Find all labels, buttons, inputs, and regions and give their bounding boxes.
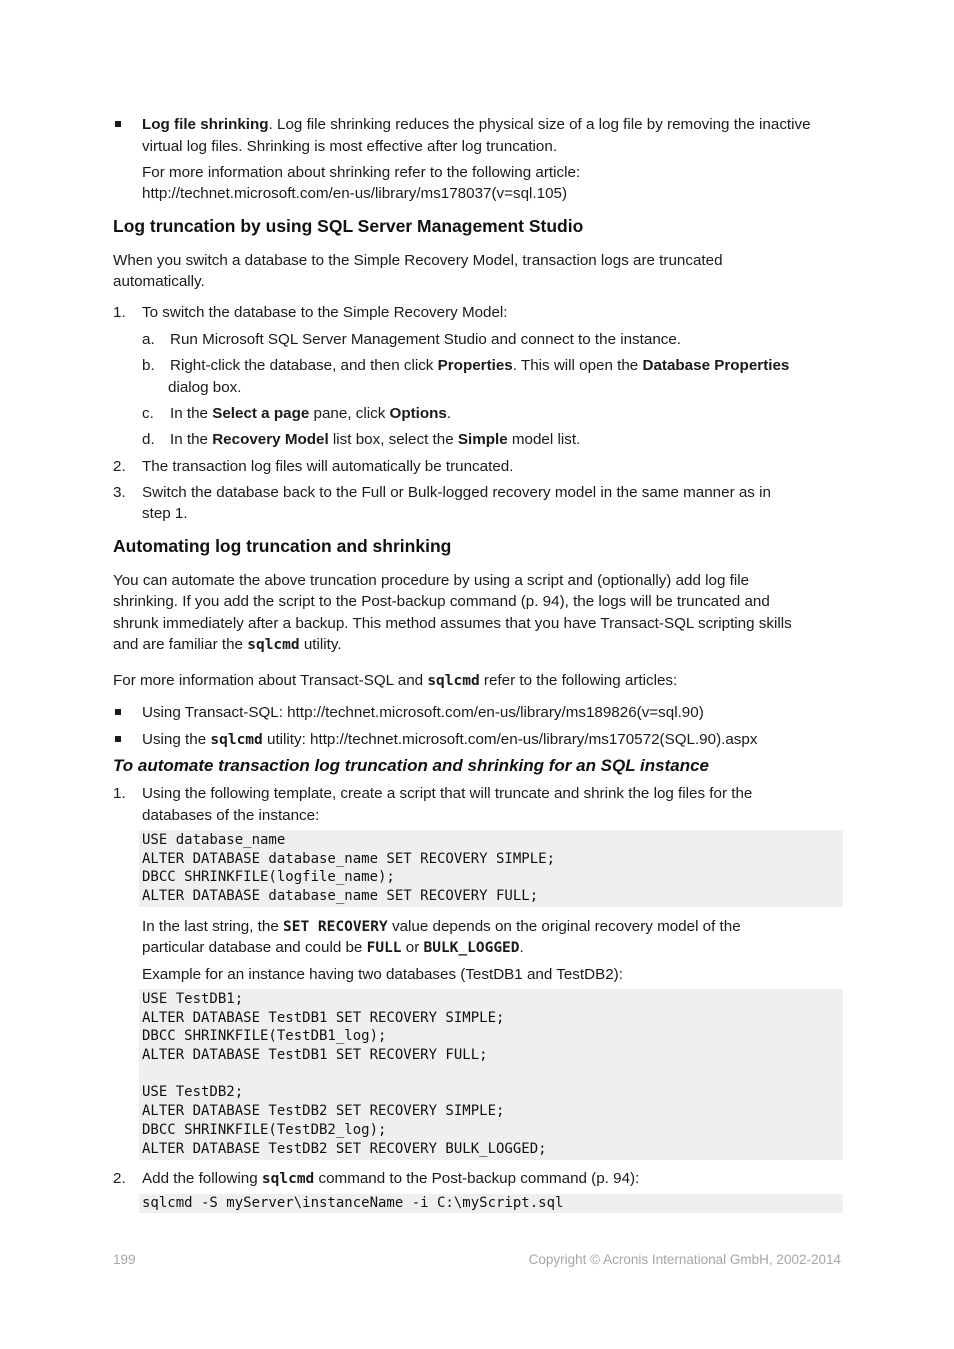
paragraph-line: and are familiar the sqlcmd utility. xyxy=(113,636,342,653)
code-line: ALTER DATABASE database_name SET RECOVERY FULL; xyxy=(142,888,539,905)
code-line: USE TestDB2; xyxy=(142,1084,244,1101)
substep-text: Run Microsoft SQL Server Management Studio and connect to the instance. xyxy=(170,331,682,348)
note-line: In the last string, the SET RECOVERY value depends on the original recovery model of the xyxy=(142,918,741,935)
bullet-transact-sql-link[interactable]: Using Transact-SQL: http://technet.microsoft.com/en-us/library/ms189826(v=sql.90) xyxy=(142,704,704,721)
substep-label: a. xyxy=(142,331,155,348)
code-line: sqlcmd -S myServer\instanceName -i C:\myScript.sql xyxy=(142,1195,564,1211)
substep-text-line: dialog box. xyxy=(168,379,242,396)
procedure-heading: To automate transaction log truncation and shrinking for an SQL instance xyxy=(113,756,710,775)
paragraph-line: For more information about Transact-SQL and sqlcmd refer to the following articles: xyxy=(113,672,678,689)
paragraph-line: automatically. xyxy=(113,273,205,290)
paragraph-line: When you switch a database to the Simple Recovery Model, transaction logs are truncated xyxy=(113,252,723,269)
step-text-line: databases of the instance: xyxy=(142,807,320,824)
page-number: 199 xyxy=(113,1252,136,1267)
bullet-marker xyxy=(115,709,121,715)
copyright-notice: Copyright © Acronis International GmbH, 2002-2014 xyxy=(528,1252,841,1267)
code-line: ALTER DATABASE TestDB1 SET RECOVERY FULL; xyxy=(142,1047,488,1064)
command-code-block xyxy=(139,1194,843,1213)
bullet-text-line: virtual log files. Shrinking is most effective after log truncation. xyxy=(142,138,558,155)
section-heading-automating: Automating log truncation and shrinking xyxy=(113,536,452,556)
step-text: Add the following sqlcmd command to the Post-backup command (p. 94): xyxy=(142,1170,640,1187)
code-line: ALTER DATABASE TestDB1 SET RECOVERY SIMPLE; xyxy=(142,1009,505,1026)
article-link[interactable]: http://technet.microsoft.com/en-us/library/ms178037(v=sql.105) xyxy=(142,185,568,202)
paragraph-line: shrinking. If you add the script to the Post-backup command (p. 94), the logs will be truncated and xyxy=(113,593,770,610)
example-code-block xyxy=(139,989,843,1160)
code-line: ALTER DATABASE database_name SET RECOVERY SIMPLE; xyxy=(142,850,556,867)
code-line: USE database_name xyxy=(142,832,286,848)
example-intro: Example for an instance having two databases (TestDB1 and TestDB2): xyxy=(142,966,623,983)
substep-label: b. xyxy=(142,357,155,374)
section-heading-ssms: Log truncation by using SQL Server Management Studio xyxy=(113,216,584,236)
step-number: 2. xyxy=(113,458,126,475)
substep-text: Right-click the database, and then click Properties. This will open the Database Properties xyxy=(170,357,790,374)
step-number: 1. xyxy=(113,785,126,802)
bullet-log-file-shrinking: Log file shrinking. Log file shrinking reduces the physical size of a log file by removing the inactive xyxy=(142,116,811,133)
substep-text: In the Recovery Model list box, select the Simple model list. xyxy=(170,431,581,448)
template-code-block xyxy=(139,830,843,907)
paragraph-line: shrunk immediately after a backup. This method assumes that you have Transact-SQL scripting skills xyxy=(113,615,792,632)
substep-label: d. xyxy=(142,431,155,448)
step-text: Using the following template, create a script that will truncate and shrink the log files for the xyxy=(142,785,753,802)
step-text: The transaction log files will automatically be truncated. xyxy=(142,458,514,475)
bullet-sqlcmd-link[interactable]: Using the sqlcmd utility: http://technet.microsoft.com/en-us/library/ms170572(SQL.90).aspx xyxy=(142,731,758,748)
code-line: DBCC SHRINKFILE(TestDB2_log); xyxy=(142,1121,387,1138)
code-line: ALTER DATABASE TestDB2 SET RECOVERY SIMPLE; xyxy=(142,1103,505,1120)
code-line: DBCC SHRINKFILE(TestDB1_log); xyxy=(142,1028,387,1045)
step-number: 3. xyxy=(113,484,126,501)
step-number: 2. xyxy=(113,1170,126,1187)
substep-label: c. xyxy=(142,405,154,422)
step-number: 1. xyxy=(113,304,126,321)
note-line: particular database and could be FULL or BULK_LOGGED. xyxy=(142,939,524,956)
step-text: To switch the database to the Simple Recovery Model: xyxy=(142,304,508,321)
substep-text: In the Select a page pane, click Options. xyxy=(170,405,452,422)
code-line: USE TestDB1; xyxy=(142,991,244,1007)
step-text: Switch the database back to the Full or Bulk-logged recovery model in the same manner as in xyxy=(142,484,771,501)
code-line: DBCC SHRINKFILE(logfile_name); xyxy=(142,869,395,886)
step-text-line: step 1. xyxy=(142,505,188,522)
code-line xyxy=(139,1065,843,1084)
bullet-marker xyxy=(115,121,121,127)
bullet-marker xyxy=(115,736,121,742)
more-info-text: For more information about shrinking refer to the following article: xyxy=(142,164,581,181)
code-line: ALTER DATABASE TestDB2 SET RECOVERY BULK_LOGGED; xyxy=(142,1140,547,1157)
paragraph-line: You can automate the above truncation procedure by using a script and (optionally) add log file xyxy=(113,572,750,589)
